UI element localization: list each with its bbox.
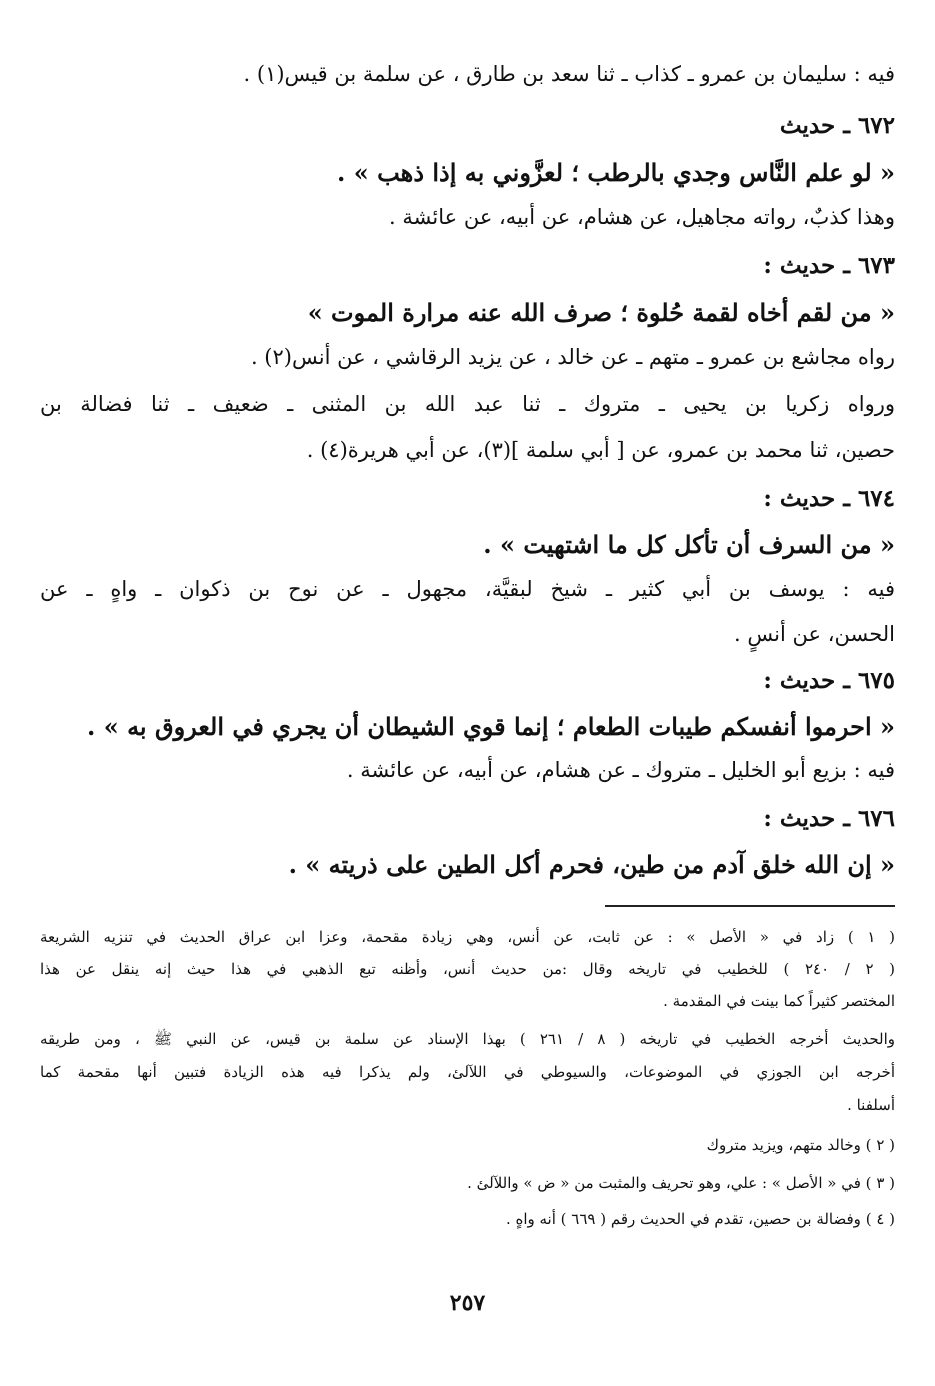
footnote-1-line-5: أخرجه ابن الجوزي في الموضوعات، والسيوطي في اللآلئ، ولم يذكرا فيه هذه الزيادة فتبين أنها مقحمة كما bbox=[40, 1063, 895, 1081]
footnote-2: ( ٢ ) وخالد متهم، ويزيد متروك bbox=[706, 1136, 895, 1154]
footnote-separator bbox=[605, 905, 895, 907]
footnote-1-line-4: والحديث أخرجه الخطيب في تاريخه ( ٨ / ٢٦١ ) بهذا الإسناد عن سلمة بن قيس، عن النبي ﷺ ، ومن طريقه bbox=[40, 1030, 896, 1048]
hadith-heading-674: ٦٧٤ ـ حديث : bbox=[763, 485, 895, 512]
text-line-673-narration-2: ورواه زكريا بن يحيى ـ متروك ـ ثنا عبد الله بن المثنى ـ ضعيف ـ ثنا فضالة بن bbox=[40, 392, 895, 416]
text-line-672-comment: وهذا كذبٌ، رواته مجاهيل، عن هشام، عن أبيه، عن عائشة . bbox=[389, 205, 895, 229]
text-line-674-comment-1: فيه : يوسف بن أبي كثير ـ شيخ لبقيَّة، مجهول ـ عن نوح بن ذكوان ـ واهٍ ـ عن bbox=[40, 577, 895, 601]
text-line-673-narration-1: رواه مجاشع بن عمرو ـ متهم ـ عن خالد ، عن يزيد الرقاشي ، عن أنس(٢) . bbox=[250, 345, 895, 369]
hadith-heading-676: ٦٧٦ ـ حديث : bbox=[763, 805, 895, 832]
hadith-heading-675: ٦٧٥ ـ حديث : bbox=[763, 667, 895, 694]
hadith-heading-672: ٦٧٢ ـ حديث bbox=[779, 112, 895, 139]
footnote-3: ( ٣ ) في « الأصل » : علي، وهو تحريف والمثبت من « ض » واللآلئ . bbox=[467, 1174, 895, 1192]
text-line-narrator-1: فيه : سليمان بن عمرو ـ كذاب ـ ثنا سعد بن طارق ، عن سلمة بن قيس(١) . bbox=[243, 62, 895, 86]
hadith-text-676: « إن الله خلق آدم من طين، فحرم أكل الطين على ذريته » . bbox=[288, 850, 895, 879]
footnote-1-line-6: أسلفنا . bbox=[847, 1096, 895, 1114]
footnote-1-line-3: المختصر كثيراً كما بينت في المقدمة . bbox=[663, 992, 895, 1010]
hadith-text-674: « من السرف أن تأكل كل ما اشتهيت » . bbox=[483, 530, 895, 559]
footnote-1-line-2: ( ٢ / ٢٤٠ ) للخطيب في تاريخه وقال :من حديث أنس، وأظنه تبع الذهبي في هذا حيث إنه ينقل عن هذا bbox=[40, 960, 896, 978]
footnote-1-line-1: ( ١ ) زاد في « الأصل » : عن ثابت، عن أنس، وهي زيادة مقحمة، وعزا ابن عراق الحديث في تنزيه الشريعة bbox=[40, 928, 895, 946]
text-line-674-comment-2: الحسن، عن أنسٍ . bbox=[734, 622, 895, 646]
footnote-4: ( ٤ ) وفضالة بن حصين، تقدم في الحديث رقم ( ٦٦٩ ) أنه واهٍ . bbox=[505, 1210, 895, 1228]
hadith-text-673: « من لقم أخاه لقمة حُلوة ؛ صرف الله عنه مرارة الموت » bbox=[307, 298, 895, 327]
text-line-673-narration-3: حصين، ثنا محمد بن عمرو، عن [ أبي سلمة ](٣)، عن أبي هريرة(٤) . bbox=[306, 438, 895, 462]
page-number: ٢٥٧ bbox=[449, 1290, 486, 1316]
hadith-text-675: « احرموا أنفسكم طيبات الطعام ؛ إنما قوي الشيطان أن يجري في العروق به » . bbox=[87, 712, 895, 741]
hadith-heading-673: ٦٧٣ ـ حديث : bbox=[763, 252, 895, 279]
hadith-text-672: « لو علم النَّاس وجدي بالرطب ؛ لعزَّوني به إذا ذهب » . bbox=[337, 158, 895, 187]
text-line-675-comment: فيه : بزيع أبو الخليل ـ متروك ـ عن هشام، عن أبيه، عن عائشة . bbox=[346, 758, 895, 782]
